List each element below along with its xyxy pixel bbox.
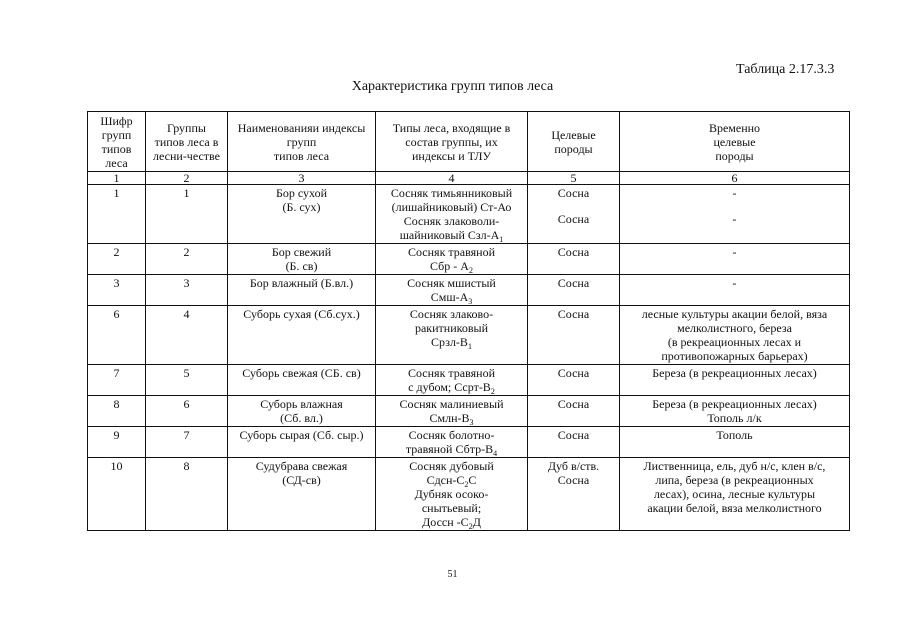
- type-subscript: 2: [468, 522, 473, 531]
- forest-types-table: [87, 111, 850, 531]
- temporary-line: Лиственница, ель, дуб н/с, клен в/с,: [643, 459, 826, 473]
- type-text: Сбр - А: [430, 259, 469, 273]
- cell-code: 2: [88, 244, 146, 275]
- type-line: [379, 186, 524, 200]
- header-line: типов леса: [273, 148, 330, 163]
- header-line: Наименованияи индексы: [237, 120, 366, 135]
- cell-temporary-species: [620, 244, 850, 275]
- name-line: (Сб. вл.): [280, 411, 323, 425]
- header-line: породы: [554, 141, 593, 156]
- cell-types: [376, 365, 528, 396]
- cell-name: [228, 427, 376, 458]
- type-suffix: С: [468, 473, 477, 487]
- type-line: [379, 459, 524, 473]
- header-group: [146, 112, 228, 172]
- type-text: Сдсн-С: [426, 473, 465, 487]
- name-line: Суборь влажная: [260, 397, 343, 411]
- type-line: [379, 411, 524, 425]
- header-types: [376, 112, 528, 172]
- header-temporary-species: [620, 112, 850, 172]
- name-line: Бор влажный (Б.вл.): [249, 276, 354, 290]
- table-row: [88, 275, 850, 306]
- column-number: 6: [620, 172, 850, 185]
- cell-temporary-species: [620, 365, 850, 396]
- type-text: травяной Сбтр-В: [405, 442, 494, 456]
- type-text: Смлн-В: [429, 411, 470, 425]
- header-line: Группы: [167, 120, 206, 135]
- cell-group: 7: [146, 427, 228, 458]
- type-subscript: 2: [490, 387, 495, 396]
- cell-name: [228, 185, 376, 244]
- temporary-line: Тополь: [716, 428, 753, 442]
- header-line: леса: [105, 155, 128, 170]
- type-suffix: Д: [472, 515, 481, 529]
- type-subscript: 3: [469, 418, 474, 427]
- column-number: 4: [376, 172, 528, 185]
- type-line: [379, 473, 524, 487]
- cell-code: 3: [88, 275, 146, 306]
- type-text: Сосняк травяной: [408, 245, 495, 259]
- temporary-line: -: [732, 212, 737, 226]
- name-line: (СД-св): [282, 473, 321, 487]
- name-line: (Б. св): [285, 259, 318, 273]
- cell-group: 3: [146, 275, 228, 306]
- cell-target-species: [528, 365, 620, 396]
- header-line: лесни-честве: [153, 148, 220, 163]
- type-line: [379, 515, 524, 529]
- header-row: [88, 112, 850, 172]
- temporary-line: лесах), осина, лесные культуры: [653, 487, 816, 501]
- header-line: Типы леса, входящие в: [392, 120, 511, 135]
- type-line: [379, 442, 524, 456]
- name-line: Суборь сырая (Сб. сыр.): [239, 428, 364, 442]
- target-line: Сосна: [557, 212, 590, 226]
- cell-name: [228, 306, 376, 365]
- temporary-line: Береза (в рекреационных лесах): [652, 366, 817, 380]
- type-text: Смш-А: [430, 290, 469, 304]
- cell-target-species: [528, 306, 620, 365]
- header-line: групп: [101, 127, 132, 142]
- header-line: Временно: [708, 120, 761, 135]
- type-text: Срзл-В: [431, 335, 468, 349]
- type-line: [379, 200, 524, 214]
- type-text: Доссн -С: [422, 515, 469, 529]
- cell-types: [376, 396, 528, 427]
- cell-target-species: [528, 275, 620, 306]
- type-text: Сосняк тимьянниковый: [390, 186, 513, 200]
- cell-group: 4: [146, 306, 228, 365]
- type-text: Сосняк травяной: [408, 366, 495, 380]
- type-subscript: 4: [493, 449, 498, 458]
- type-text: шайниковый Сзл-А: [399, 228, 500, 242]
- type-line: [379, 366, 524, 380]
- header-line: породы: [715, 148, 754, 163]
- cell-group: 1: [146, 185, 228, 244]
- header-line: индексы и ТЛУ: [412, 148, 491, 163]
- type-subscript: 1: [467, 342, 472, 351]
- type-subscript: 2: [468, 266, 473, 275]
- type-line: [379, 487, 524, 501]
- header-code: [88, 112, 146, 172]
- name-line: Бор свежий: [271, 245, 332, 259]
- cell-types: [376, 427, 528, 458]
- cell-types: [376, 244, 528, 275]
- target-line: Дуб в/ств.: [547, 459, 600, 473]
- type-line: [379, 335, 524, 349]
- cell-target-species: [528, 396, 620, 427]
- cell-temporary-species: [620, 185, 850, 244]
- cell-temporary-species: [620, 306, 850, 365]
- temporary-line: противопожарных барьерах): [661, 349, 808, 363]
- target-line: Сосна: [557, 366, 590, 380]
- cell-types: [376, 458, 528, 531]
- cell-target-species: [528, 244, 620, 275]
- header-line: Шифр: [100, 113, 133, 128]
- cell-temporary-species: [620, 427, 850, 458]
- target-line: Сосна: [557, 473, 590, 487]
- cell-name: [228, 458, 376, 531]
- name-line: Суборь сухая (Сб.сух.): [243, 307, 360, 321]
- type-line: [379, 214, 524, 228]
- cell-code: 10: [88, 458, 146, 531]
- header-line: типов: [101, 141, 132, 156]
- cell-name: [228, 244, 376, 275]
- header-line: типов леса в: [154, 134, 219, 149]
- target-line: Сосна: [557, 186, 590, 200]
- type-subscript: 1: [499, 235, 504, 244]
- cell-name: [228, 275, 376, 306]
- temporary-line: Тополь л/к: [707, 411, 762, 425]
- cell-temporary-species: [620, 458, 850, 531]
- target-line: Сосна: [557, 276, 590, 290]
- table-number-label: Таблица 2.17.3.3: [736, 62, 835, 77]
- type-text: Сосняк злаковоли-: [403, 214, 500, 228]
- temporary-line: -: [732, 276, 737, 290]
- target-line: Сосна: [557, 397, 590, 411]
- cell-group: 6: [146, 396, 228, 427]
- temporary-line: мелколистного, береза: [677, 321, 792, 335]
- type-line: [379, 228, 524, 242]
- header-target-species: [528, 112, 620, 172]
- cell-target-species: [528, 185, 620, 244]
- type-line: [379, 428, 524, 442]
- table-row: [88, 244, 850, 275]
- temporary-line: липа, береза (в рекреационных: [655, 473, 814, 487]
- cell-code: 8: [88, 396, 146, 427]
- temporary-line: -: [732, 245, 737, 259]
- target-line: Сосна: [557, 307, 590, 321]
- type-line: [379, 276, 524, 290]
- table-row: [88, 427, 850, 458]
- cell-types: [376, 275, 528, 306]
- header-line: Целевые: [551, 127, 596, 142]
- type-text: Сосняк мшистый: [407, 276, 496, 290]
- page-number: 51: [447, 569, 458, 580]
- table-row: [88, 396, 850, 427]
- name-line: (Б. сух): [282, 200, 321, 214]
- type-text: Сосняк дубовый: [409, 459, 494, 473]
- cell-code: 9: [88, 427, 146, 458]
- target-line: Сосна: [557, 245, 590, 259]
- column-number-row: [88, 172, 850, 185]
- type-line: [379, 380, 524, 394]
- type-line: [379, 245, 524, 259]
- cell-temporary-species: [620, 275, 850, 306]
- table-row: [88, 365, 850, 396]
- name-line: Судубрава свежая: [255, 459, 348, 473]
- name-line: Суборь свежая (СБ. св): [242, 366, 361, 380]
- cell-group: 2: [146, 244, 228, 275]
- type-text: (лишайниковый) Ст-Ао: [391, 200, 512, 214]
- cell-target-species: [528, 427, 620, 458]
- temporary-line: лесные культуры акации белой, вяза: [641, 307, 828, 321]
- cell-types: [376, 306, 528, 365]
- type-line: [379, 307, 524, 321]
- temporary-line: Береза (в рекреационных лесах): [652, 397, 817, 411]
- header-line: состав группы, их: [405, 134, 498, 149]
- column-number: 1: [88, 172, 146, 185]
- table-row: [88, 185, 850, 244]
- column-number: 2: [146, 172, 228, 185]
- type-line: [379, 259, 524, 273]
- table-body: [88, 185, 850, 531]
- type-text: ракитниковый: [414, 321, 489, 335]
- cell-group: 8: [146, 458, 228, 531]
- type-text: Сосняк болотно-: [408, 428, 495, 442]
- table-title: Характеристика групп типов леса: [351, 79, 554, 94]
- cell-types: [376, 185, 528, 244]
- header-line: групп: [286, 134, 317, 149]
- cell-code: 1: [88, 185, 146, 244]
- type-text: Сосняк малиниевый: [399, 397, 504, 411]
- table-row: [88, 306, 850, 365]
- cell-group: 5: [146, 365, 228, 396]
- column-number: 3: [228, 172, 376, 185]
- type-subscript: 3: [468, 297, 473, 306]
- cell-name: [228, 365, 376, 396]
- column-number: 5: [528, 172, 620, 185]
- cell-code: 7: [88, 365, 146, 396]
- temporary-line: -: [732, 186, 737, 200]
- type-text: Сосняк злаково-: [409, 307, 494, 321]
- name-line: Бор сухой: [275, 186, 328, 200]
- cell-code: 6: [88, 306, 146, 365]
- cell-name: [228, 396, 376, 427]
- table-row: [88, 458, 850, 531]
- type-line: [379, 290, 524, 304]
- type-line: [379, 397, 524, 411]
- header-line: целевые: [713, 134, 756, 149]
- target-line: Сосна: [557, 428, 590, 442]
- type-subscript: 2: [464, 480, 469, 489]
- cell-temporary-species: [620, 396, 850, 427]
- type-text: снытьевый;: [421, 501, 482, 515]
- temporary-line: (в рекреационных лесах и: [667, 335, 802, 349]
- type-line: [379, 501, 524, 515]
- type-text: с дубом; Ссрт-В: [408, 380, 491, 394]
- header-name: [228, 112, 376, 172]
- cell-target-species: [528, 458, 620, 531]
- temporary-line: акации белой, вяза мелколистного: [647, 501, 822, 515]
- type-text: Дубняк осоко-: [414, 487, 489, 501]
- type-line: [379, 321, 524, 335]
